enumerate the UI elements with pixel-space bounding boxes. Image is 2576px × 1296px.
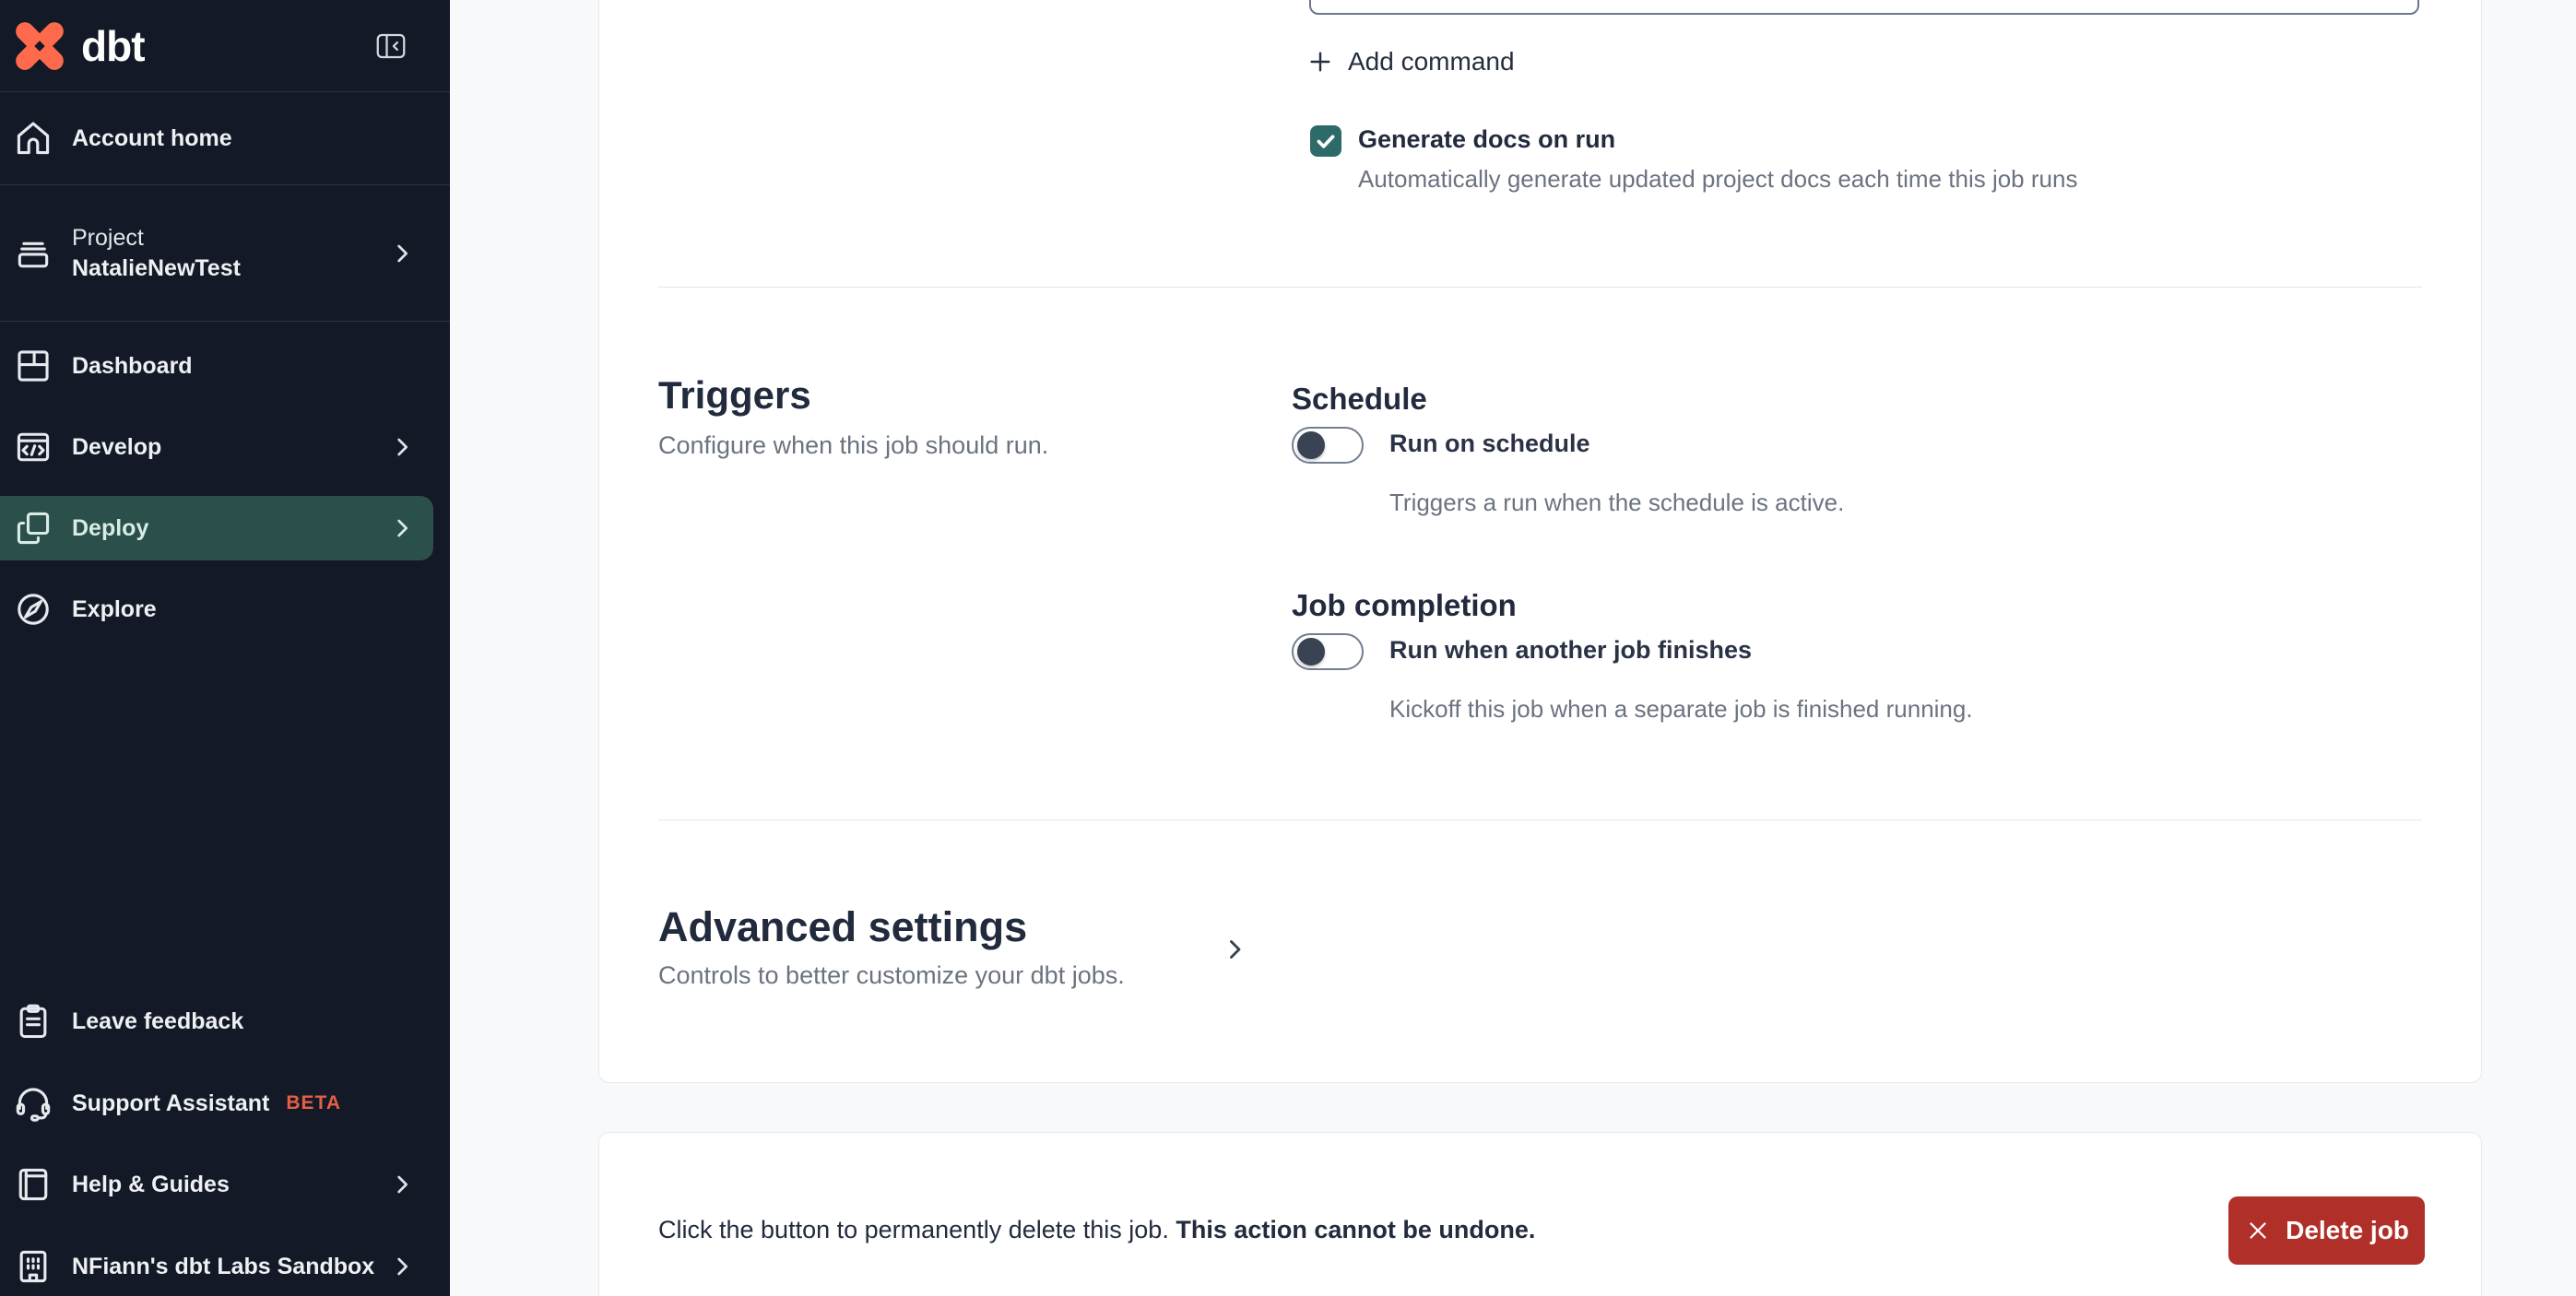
sidebar-item-help-guides[interactable] — [0, 1144, 450, 1225]
toggle-knob — [1297, 638, 1325, 666]
triggers-description: Configure when this job should run. — [658, 431, 1049, 459]
sidebar-item-dashboard[interactable] — [0, 325, 450, 406]
sidebar-item-label: Deploy — [72, 514, 149, 541]
sidebar-item-develop[interactable] — [0, 406, 450, 488]
sidebar-item-project[interactable] — [0, 185, 450, 322]
book-icon — [13, 1164, 53, 1205]
building-icon — [13, 1246, 53, 1287]
run-on-schedule-toggle[interactable] — [1292, 427, 1364, 464]
delete-job-text — [658, 1216, 1535, 1244]
run-on-schedule-description: Triggers a run when the schedule is active. — [1389, 489, 1845, 516]
sidebar-item-label — [72, 223, 241, 283]
headset-icon — [13, 1083, 53, 1124]
generate-docs-checkbox[interactable] — [1310, 125, 1341, 157]
job-settings-card — [598, 0, 2482, 1083]
plus-icon — [1306, 47, 1335, 77]
sidebar-item-label: Support Assistant — [72, 1090, 270, 1116]
advanced-settings-title: Advanced settings — [658, 903, 1028, 950]
divider — [658, 287, 2422, 288]
run-when-job-finishes-label: Run when another job finishes — [1389, 636, 1753, 664]
deploy-icon — [13, 508, 53, 548]
delete-job-button-label: Delete job — [2286, 1216, 2409, 1244]
dbt-logo-icon — [13, 19, 66, 73]
triggers-title: Triggers — [658, 373, 811, 417]
delete-job-text-normal: Click the button to permanently delete this job. — [658, 1216, 1169, 1243]
sidebar-item-label: Dashboard — [72, 352, 193, 379]
delete-job-text-bold: This action cannot be undone. — [1176, 1216, 1536, 1243]
project-name: NatalieNewTest — [72, 254, 241, 281]
toggle-knob — [1297, 431, 1325, 459]
collapse-sidebar-icon[interactable] — [374, 29, 408, 63]
main-content — [450, 0, 2576, 1296]
command-input[interactable] — [1309, 0, 2419, 15]
chevron-right-icon — [387, 1170, 417, 1199]
sidebar-item-account-home[interactable] — [0, 92, 450, 185]
sidebar-item-label: Leave feedback — [72, 1007, 244, 1034]
sidebar-item-label: Explore — [72, 595, 157, 622]
sidebar-item-account-sandbox[interactable] — [0, 1226, 450, 1296]
clipboard-icon — [13, 1001, 53, 1042]
run-when-job-finishes-toggle[interactable] — [1292, 633, 1364, 670]
project-stack-icon — [13, 233, 53, 274]
sidebar-item-label: Account home — [72, 124, 232, 151]
delete-job-button[interactable] — [2228, 1196, 2425, 1265]
active-highlight — [0, 496, 433, 560]
compass-icon — [13, 589, 53, 630]
sidebar-item-support-assistant[interactable] — [0, 1062, 450, 1145]
add-command-label: Add command — [1348, 47, 1515, 76]
sidebar-item-leave-feedback[interactable] — [0, 981, 450, 1062]
schedule-heading: Schedule — [1292, 382, 1427, 416]
divider — [658, 819, 2422, 820]
dashboard-icon — [13, 346, 53, 386]
sidebar-item-label: NFiann's dbt Labs Sandbox — [72, 1253, 375, 1279]
logo-row — [0, 0, 450, 92]
beta-badge: BETA — [286, 1092, 341, 1113]
chevron-right-icon — [387, 1252, 417, 1281]
project-prefix: Project — [72, 225, 144, 251]
delete-job-card — [598, 1132, 2482, 1296]
sidebar-item-deploy[interactable] — [0, 488, 450, 569]
home-icon — [13, 118, 53, 159]
generate-docs-description: Automatically generate updated project docs each time this job runs — [1358, 165, 2078, 193]
sidebar-item-explore[interactable] — [0, 569, 450, 650]
advanced-settings-description: Controls to better customize your dbt jobs. — [658, 961, 1125, 989]
add-command-button[interactable] — [1306, 38, 1515, 86]
dbt-wordmark: dbt — [81, 21, 145, 70]
advanced-settings-expand-icon[interactable] — [1219, 934, 1250, 965]
sidebar-item-label: Develop — [72, 433, 162, 460]
chevron-right-icon — [387, 239, 417, 268]
code-window-icon — [13, 427, 53, 467]
generate-docs-label: Generate docs on run — [1358, 125, 1616, 153]
close-icon — [2244, 1217, 2272, 1244]
sidebar-item-label: Help & Guides — [72, 1171, 230, 1197]
chevron-right-icon — [387, 432, 417, 462]
sidebar — [0, 0, 450, 1296]
chevron-right-icon — [387, 513, 417, 543]
run-on-schedule-label: Run on schedule — [1389, 430, 1590, 457]
run-when-job-finishes-description: Kickoff this job when a separate job is finished running. — [1389, 695, 1973, 723]
check-icon — [1313, 128, 1339, 154]
job-completion-heading: Job completion — [1292, 588, 1517, 622]
